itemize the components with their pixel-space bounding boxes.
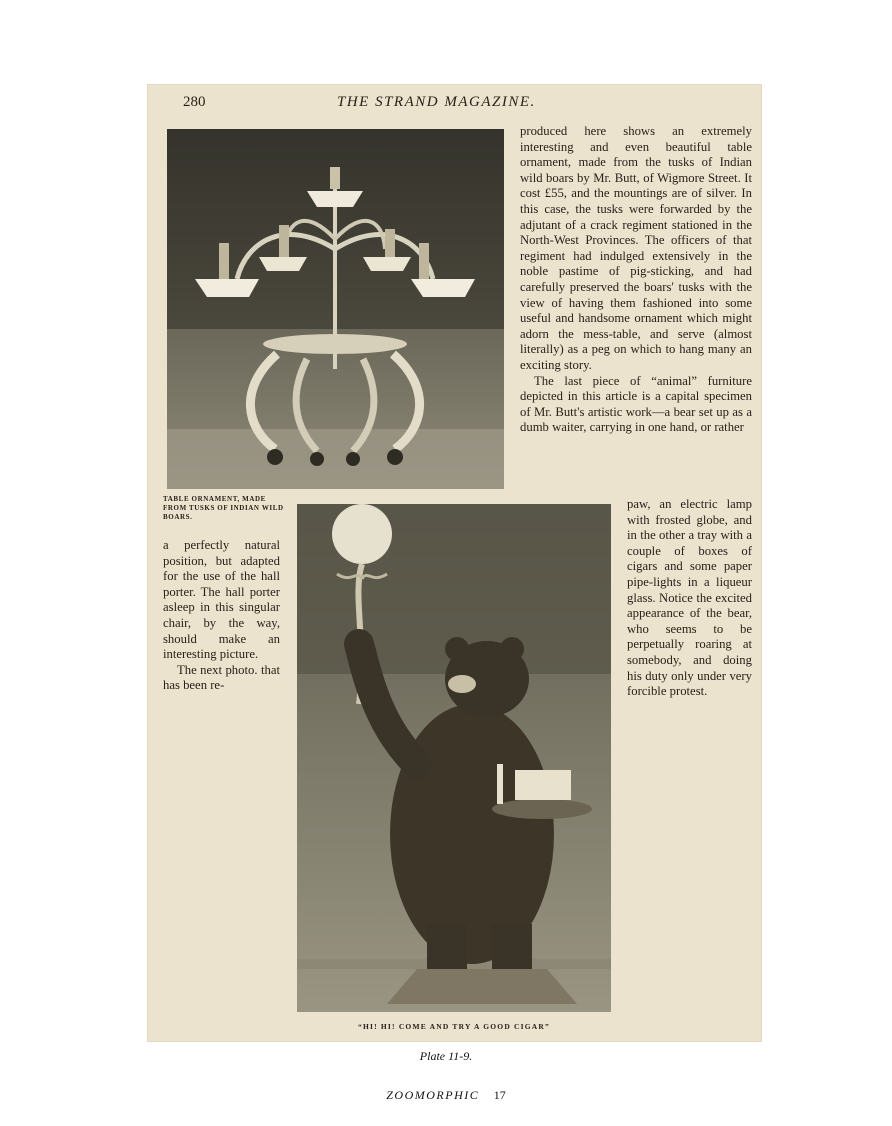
footer-page-number: 17 — [493, 1088, 506, 1102]
magazine-page-scan — [147, 84, 762, 1042]
left-paragraph-1: a perfectly natural position, but adapted for the use of the hall porter. The hall porter asleep in this singular chair, by the way, should make an interesting picture. — [163, 538, 280, 662]
bear-caption: “HI! HI! COME AND TRY A GOOD CIGAR” — [358, 1022, 550, 1031]
right-column-wrap — [627, 497, 752, 700]
right-paragraph-2: The last piece of “animal” furniture depicted in this article is a capital specimen of Mr. Butt's artistic work—a bear set up as a dumb waiter, carrying in one hand, or rather — [520, 373, 752, 435]
plate-label: Plate 11-9. — [419, 1049, 473, 1063]
candelabra-photo — [167, 129, 504, 489]
candelabra-caption: TABLE ORNAMENT, MADE FROM TUSKS OF INDIAN WILD BOARS. — [163, 495, 284, 521]
footer-title: ZOOMORPHIC — [386, 1088, 480, 1102]
running-head: THE STRAND MAGAZINE. — [337, 94, 536, 110]
left-column — [163, 538, 280, 694]
right-paragraph-wrap: paw, an electric lamp with frosted globe, and in the other a tray with a couple of boxes of cigars and some paper pipe-lights in a liqueur glass. Notice the excited appearance of the bear, who seems to be perpetually roaring at somebody, and doing his duty only under very forcible protest. — [627, 497, 752, 699]
page-number: 280 — [183, 94, 206, 110]
left-paragraph-2: The next photo. that has been re- — [163, 662, 280, 693]
page-footer — [0, 1088, 892, 1103]
right-paragraph-1: produced here shows an extremely interesting and even beautiful table ornament, made from the tusks of Indian wild boars by Mr. Butt, of Wigmore Street. It cost £55, and the mountings are of silver. In this case, the tusks were forwarded by the adjutant of a crack regiment stationed in the North-West Provinces. The officers of that regiment had indulged extensively in the noble pastime of pig-sticking, and had carefully preserved the boars' tusks with the view of having them fashioned into some useful and handsome ornament which might adorn the mess-table, and serve (almost literally) as a peg on which to hang many an exciting story. — [520, 124, 752, 372]
bear-photo — [297, 504, 611, 1012]
right-column-top — [520, 124, 752, 436]
